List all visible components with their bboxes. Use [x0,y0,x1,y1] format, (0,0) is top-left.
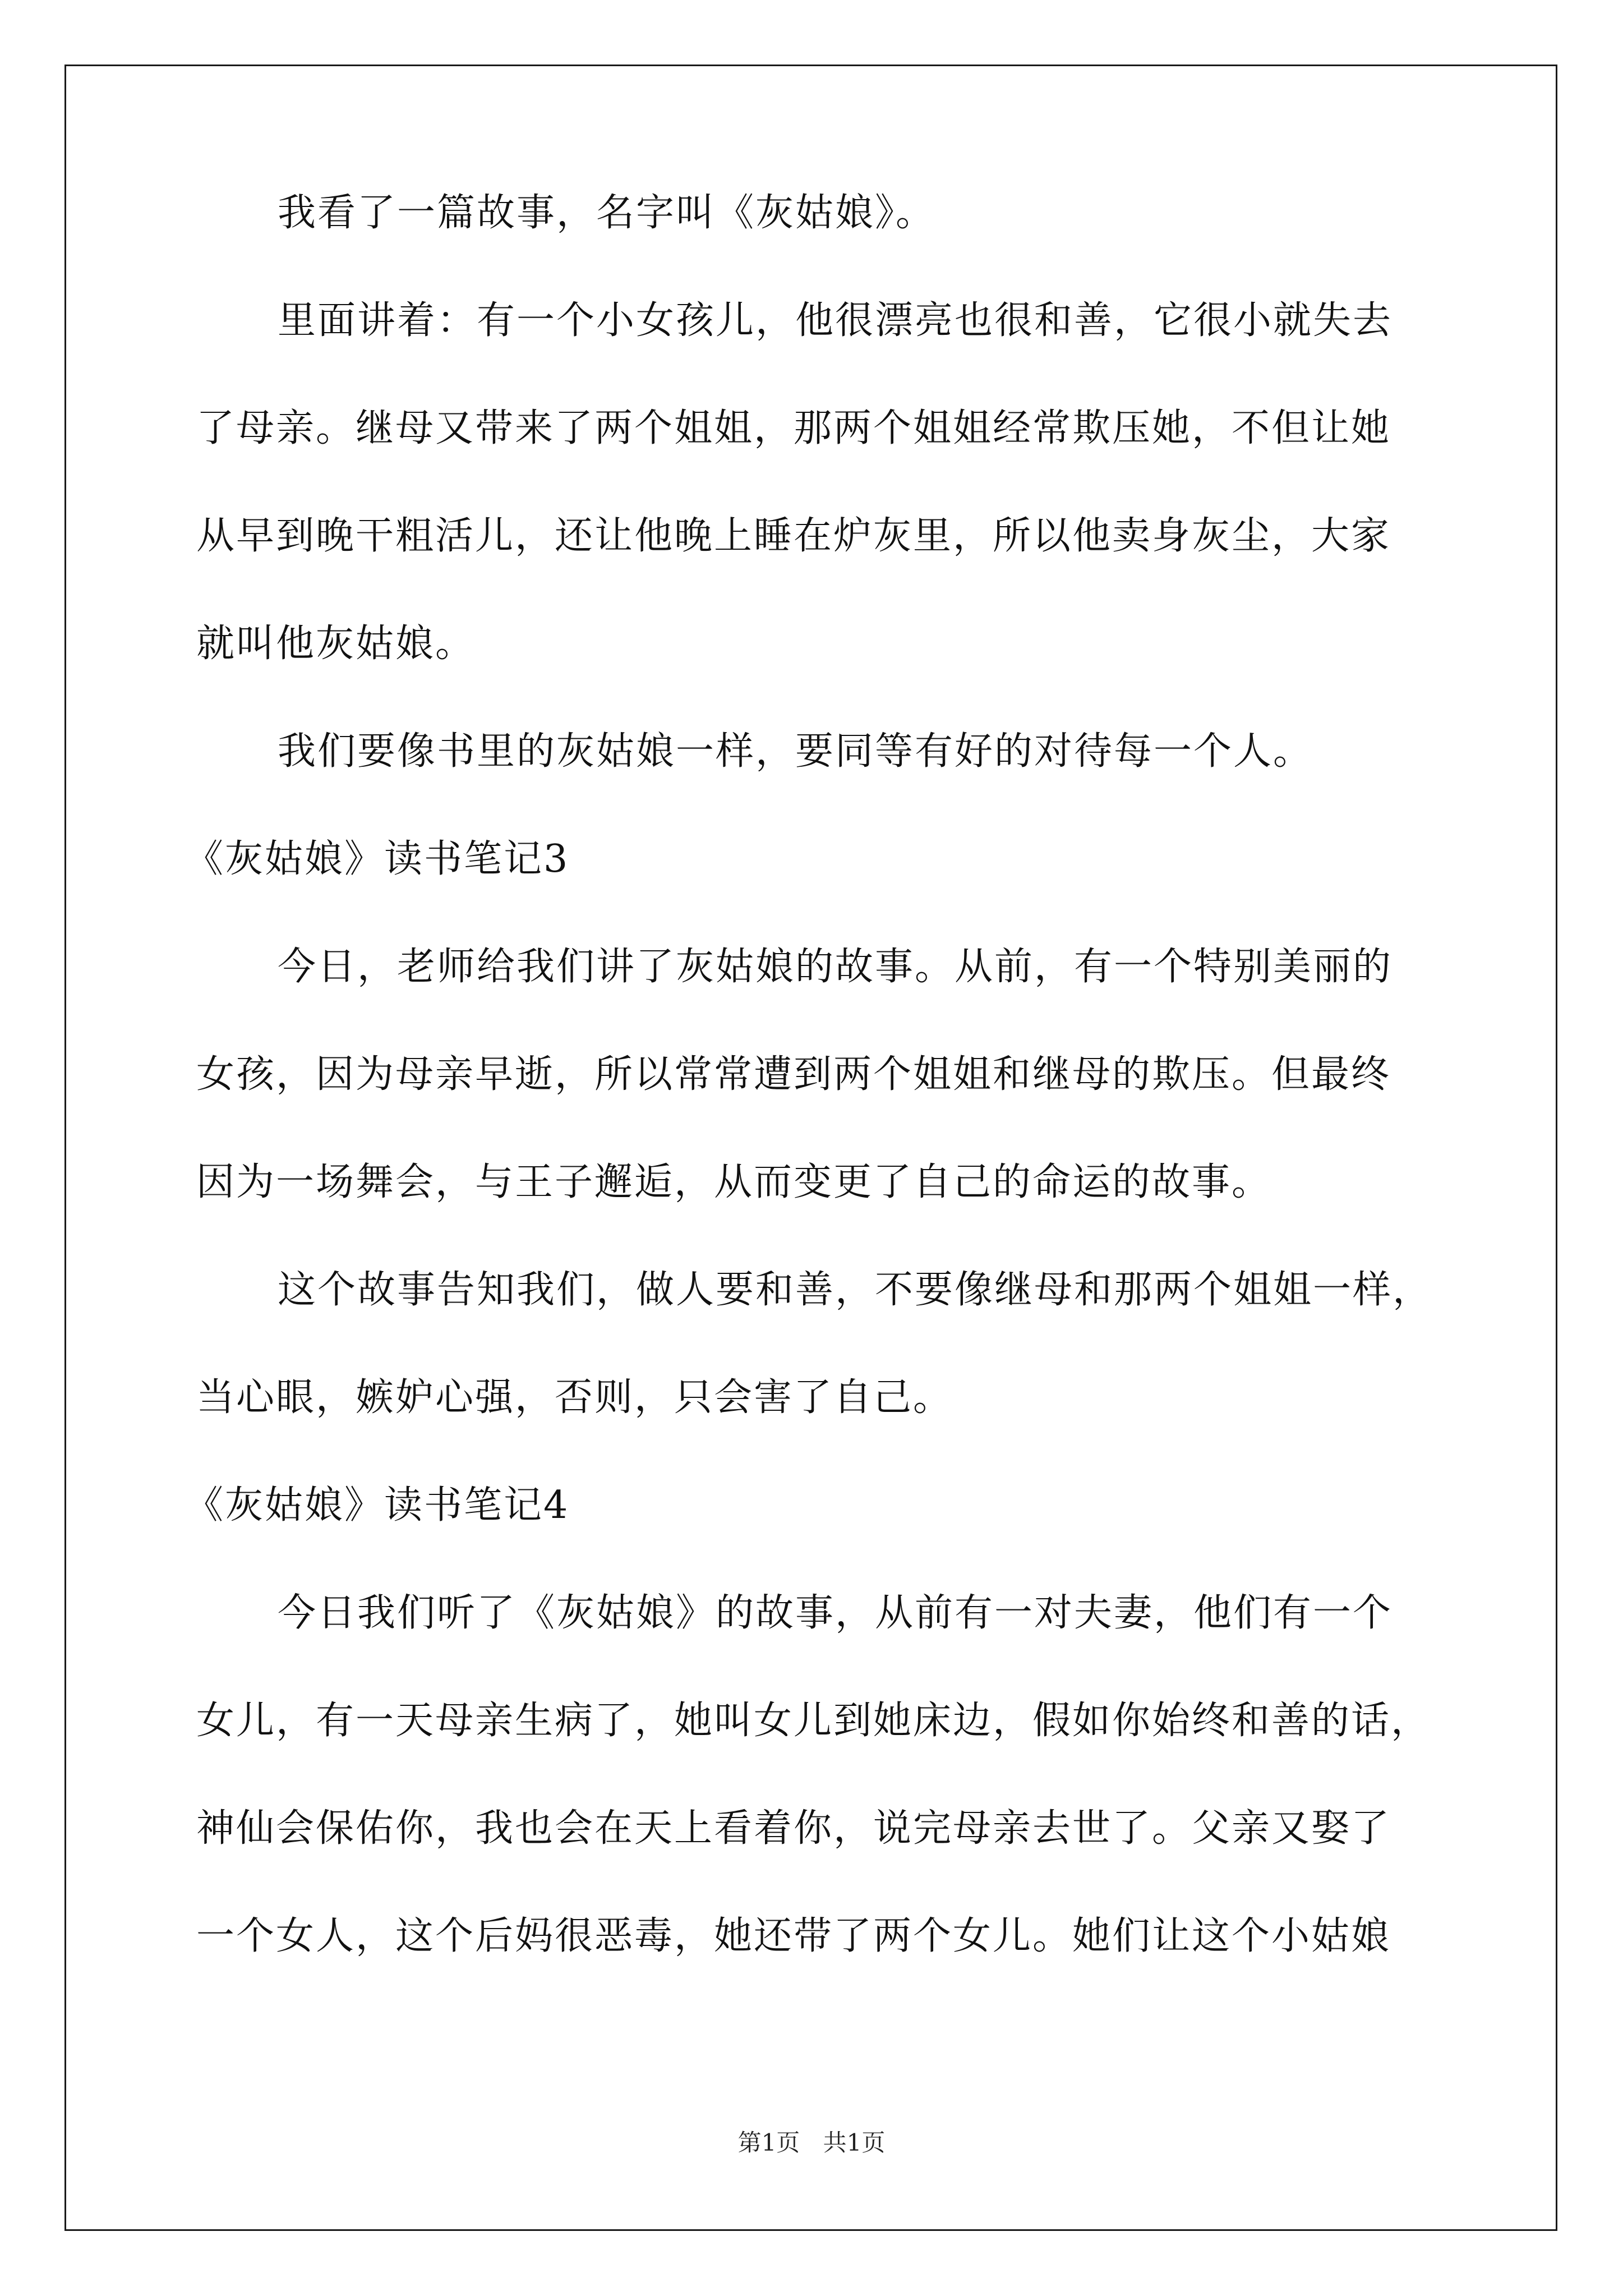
page-total: 共1页 [823,2129,886,2156]
paragraph-line: 女儿，有一天母亲生病了，她叫女儿到她床边，假如你始终和善的话， [196,1699,1431,1743]
paragraph-line: 我们要像书里的灰姑娘一样，要同等有好的对待每一个人。 [278,729,1313,774]
paragraph-line: 今日，老师给我们讲了灰姑娘的故事。从前，有一个特别美丽的 [278,945,1393,989]
paragraph-line: 一个女人，这个后妈很恶毒，她还带了两个女儿。她们让这个小姑娘 [196,1914,1391,1958]
page-number: 第1页 [737,2129,800,2156]
paragraph-line: 我看了一篇故事，名字叫《灰姑娘》。 [278,191,936,235]
section-heading: 《灰姑娘》读书笔记4 [185,1483,570,1527]
page-border [64,65,1557,2231]
paragraph-line: 从早到晚干粗活儿，还让他晚上睡在炉灰里，所以他卖身灰尘，大家 [196,514,1391,558]
paragraph-line: 神仙会保佑你，我也会在天上看着你，说完母亲去世了。父亲又娶了 [196,1806,1391,1851]
paragraph-line: 了母亲。继母又带来了两个姐姐，那两个姐姐经常欺压她，不但让她 [196,406,1391,450]
paragraph-line: 因为一场舞会，与王子邂逅，从而变更了自己的命运的故事。 [196,1160,1272,1204]
page-footer [0,2129,1623,2157]
paragraph-line: 里面讲着：有一个小女孩儿，他很漂亮也很和善，它很小就失去 [278,298,1393,343]
paragraph-line: 这个故事告知我们，做人要和善，不要像继母和那两个姐姐一样， [278,1268,1433,1312]
paragraph-line: 就叫他灰姑娘。 [196,622,476,666]
paragraph-line: 今日我们听了《灰姑娘》的故事，从前有一对夫妻，他们有一个 [278,1591,1393,1635]
paragraph-line: 当心眼，嫉妒心强，否则，只会害了自己。 [196,1375,953,1420]
paragraph-line: 女孩，因为母亲早逝，所以常常遭到两个姐姐和继母的欺压。但最终 [196,1052,1391,1097]
section-heading: 《灰姑娘》读书笔记3 [185,837,570,881]
